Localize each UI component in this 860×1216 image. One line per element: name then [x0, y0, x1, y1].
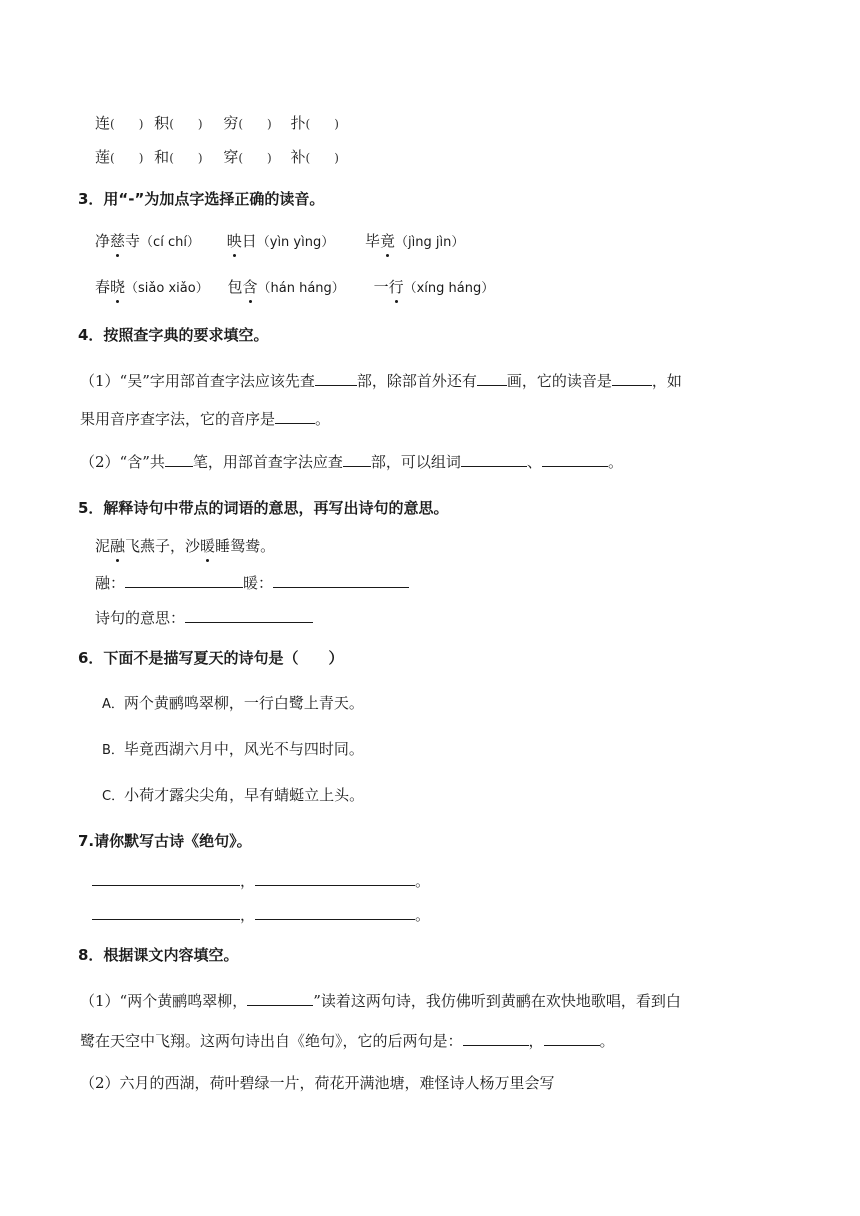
- blank[interactable]: [185, 608, 313, 623]
- blank[interactable]: [247, 991, 313, 1006]
- char-item: 和( ): [154, 148, 203, 166]
- blank[interactable]: [255, 905, 415, 920]
- blank[interactable]: [125, 573, 243, 588]
- char-item: 莲( ): [95, 148, 144, 166]
- blank[interactable]: [463, 1031, 529, 1046]
- q8-line-3: （2）六月的西湖，荷叶碧绿一片，荷花开满池塘，难怪诗人杨万里会写: [80, 1074, 555, 1092]
- char-item: 积( ): [154, 114, 203, 132]
- char-item: 穷( ): [223, 114, 272, 132]
- blank[interactable]: [477, 371, 507, 386]
- blank[interactable]: [315, 371, 357, 386]
- blank[interactable]: [92, 871, 240, 886]
- question-7-title: 7.请你默写古诗《绝句》。: [78, 832, 252, 850]
- char-row-2: [95, 146, 339, 167]
- q8-line-2: 鹭在天空中飞翔。这两句诗出自《绝句》，它的后两句是： ， 。: [80, 1032, 615, 1050]
- blank[interactable]: [165, 452, 193, 467]
- pinyin-item: 一行（xíng háng）: [373, 278, 495, 296]
- option-c: C．小荷才露尖尖角，早有蜻蜓立上头。: [102, 786, 365, 804]
- pinyin-item: 映日（yìn yìng）: [226, 232, 335, 250]
- question-8-title: 8．根据课文内容填空。: [78, 946, 239, 964]
- q7-line-1: ， 。: [92, 870, 430, 891]
- option-a: A．两个黄鹂鸣翠柳，一行白鹭上青天。: [102, 694, 364, 712]
- char-item: 连( ): [95, 114, 144, 132]
- blank[interactable]: [544, 1031, 600, 1046]
- blank[interactable]: [92, 905, 240, 920]
- q4-line-3: （2）“含”共 笔，用部首查字法应查 部，可以组词 、 。: [80, 453, 623, 471]
- poem-line: 泥融飞燕子，沙暖睡鸳鸯。: [95, 537, 276, 555]
- question-6-title: 6．下面不是描写夏天的诗句是（ ）: [78, 649, 344, 667]
- option-b: B．毕竟西湖六月中，风光不与四时同。: [102, 740, 364, 758]
- char-row-1: [95, 112, 339, 133]
- char-item: 穿( ): [223, 148, 272, 166]
- blank[interactable]: [612, 371, 652, 386]
- pinyin-item: 毕竟（jìng jìn）: [365, 232, 465, 250]
- pinyin-item: 包含（hán háng）: [227, 278, 345, 296]
- pinyin-item: 净慈寺（cí chí）: [95, 232, 200, 250]
- q4-line-2: 果用音序查字法，它的音序是 。: [80, 410, 331, 428]
- q5-word-line: 融： 暖：: [95, 572, 409, 593]
- char-item: 扑( ): [290, 114, 339, 132]
- blank[interactable]: [542, 452, 608, 467]
- pinyin-item: 春晓（siǎo xiǎo）: [95, 278, 209, 296]
- question-5-title: 5．解释诗句中带点的词语的意思，再写出诗句的意思。: [78, 499, 449, 517]
- question-3-title: 3．用“-”为加点字选择正确的读音。: [78, 190, 325, 208]
- blank[interactable]: [255, 871, 415, 886]
- pinyin-row-2: [95, 276, 494, 297]
- q4-line-1: （1）“吴”字用部首查字法应该先查 部，除部首外还有 画，它的读音是 ，如: [80, 372, 682, 390]
- q8-line-1: （1）“两个黄鹂鸣翠柳， ”读着这两句诗，我仿佛听到黄鹂在欢快地歌唱，看到白: [80, 992, 681, 1010]
- char-item: 补( ): [290, 148, 339, 166]
- pinyin-row-1: [95, 230, 464, 251]
- blank[interactable]: [273, 573, 409, 588]
- q5-meaning-line: 诗句的意思：: [95, 607, 313, 628]
- blank[interactable]: [275, 409, 315, 424]
- blank[interactable]: [461, 452, 527, 467]
- blank[interactable]: [343, 452, 371, 467]
- question-4-title: 4．按照查字典的要求填空。: [78, 326, 269, 344]
- q7-line-2: ， 。: [92, 904, 430, 925]
